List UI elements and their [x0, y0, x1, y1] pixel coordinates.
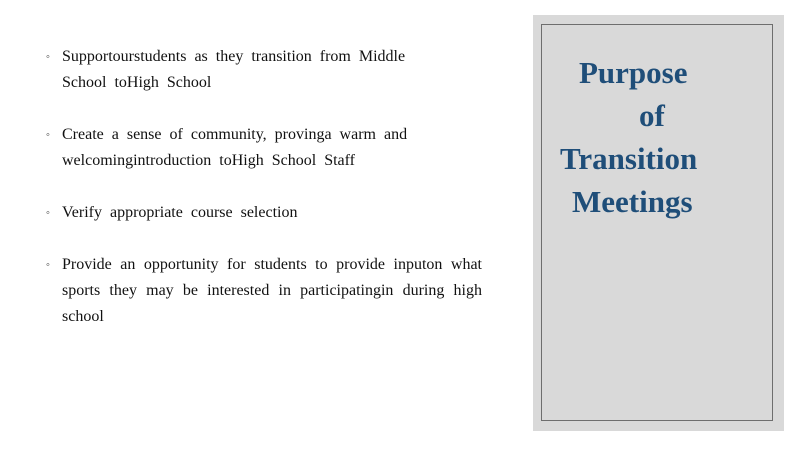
panel-title: [560, 51, 720, 223]
bullet-text: Verify appropriate course selection: [62, 204, 298, 221]
circle-bullet-icon: ◦: [46, 207, 50, 219]
panel-title-line-4: Meetings: [572, 184, 693, 219]
bullet-list: [44, 44, 482, 356]
panel-title-line-2: of: [639, 98, 665, 133]
bullet-item-mentor: [44, 44, 457, 96]
bullet-text: Supportourstudents as they transition from Middle School toHigh School: [62, 48, 406, 91]
circle-bullet-icon: ◦: [46, 259, 50, 271]
circle-bullet-icon: ◦: [46, 129, 50, 141]
panel-title-line-1: Purpose: [579, 55, 688, 90]
bullet-text: Provide an opportunity for students to provide inputon what sports they may be interested in participatingin during high school: [62, 256, 482, 325]
title-panel-border: [541, 24, 773, 421]
circle-bullet-icon: ◦: [46, 51, 50, 63]
title-panel: [533, 15, 784, 431]
bullet-text: Create a sense of community, provinga warm and welcomingintroduction toHigh School Staff: [62, 126, 408, 169]
bullet-item-sports: [44, 252, 482, 330]
bullet-item-community: [44, 122, 457, 174]
panel-title-line-3: Transition: [560, 141, 698, 176]
bullet-item-course: [44, 200, 474, 226]
